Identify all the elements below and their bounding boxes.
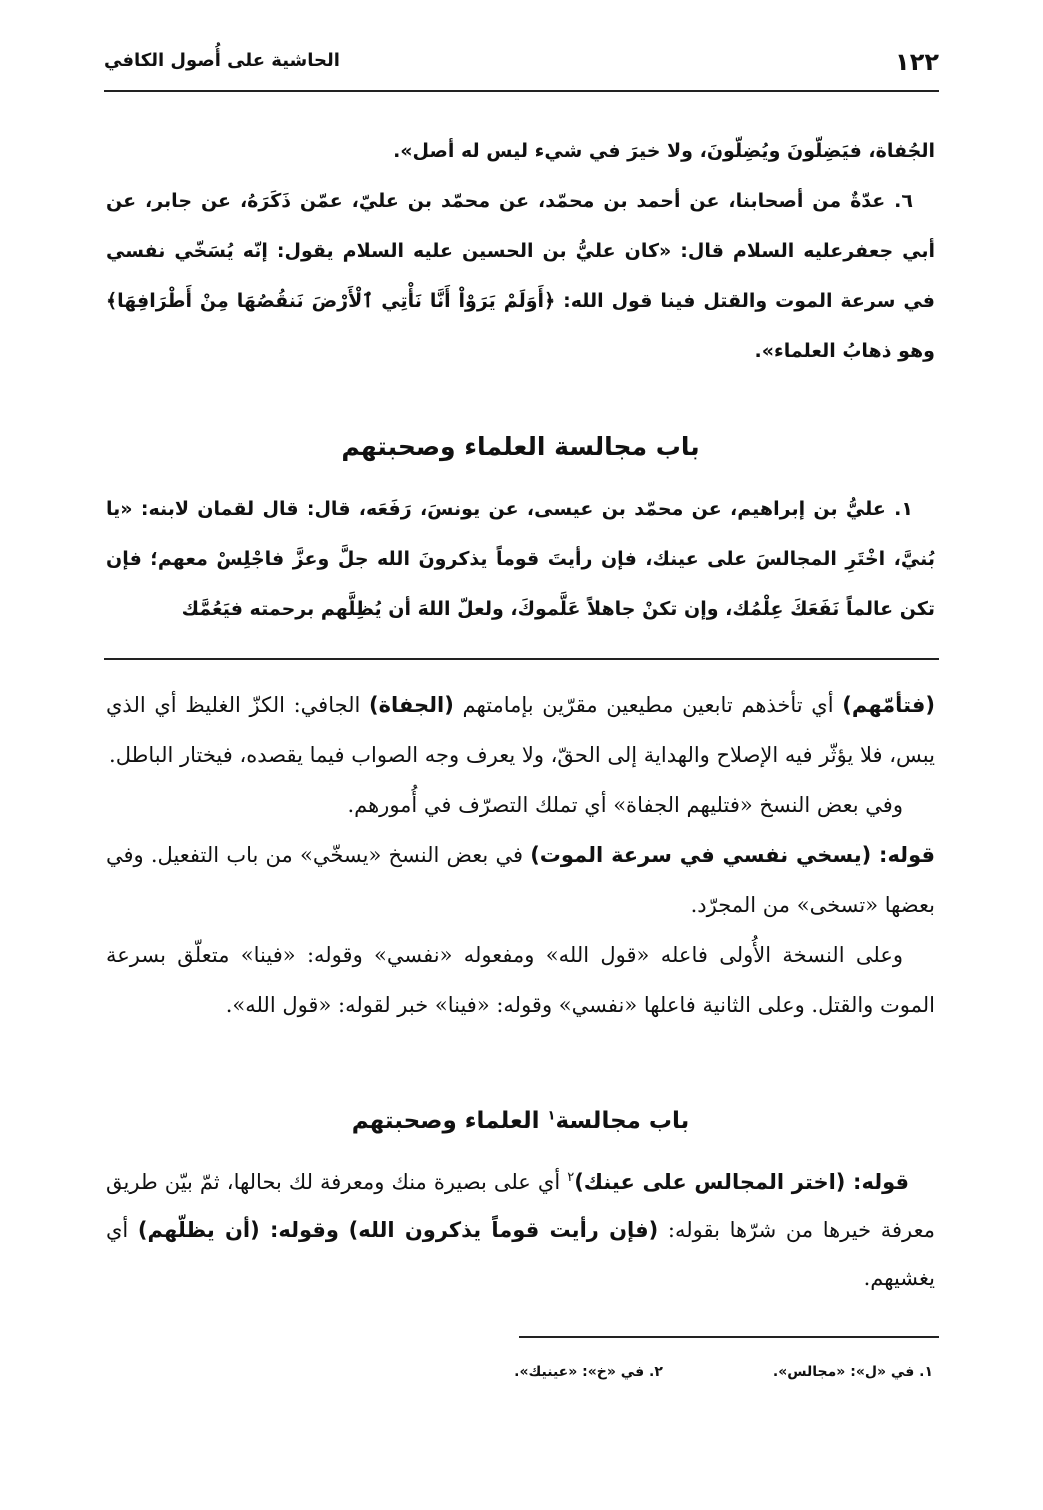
commentary-paragraph (106, 1154, 935, 1302)
footnote-1: ١. في «ل»: «مجالس». (772, 1364, 933, 1380)
page-header (104, 40, 939, 90)
footnote-marker: ١ (547, 1108, 556, 1124)
heading-text: باب مجالسة (555, 1108, 690, 1134)
hadith-1: ١. عليُّ بن إبراهيم، عن محمّد بن عيسى، عن يونسَ، رَفَعَه، قال: قال لقمان لابنه: «يا بُنيَّ، اخْتَرِ المجالسَ على عينك، فإن رأيتَ قوماً يذكرونَ الله جلَّ وعزَّ فاجْلِسْ معهم؛ فإن تكن عالماً نَفَعَكَ عِلْمُك، وإن تكنْ جاهلاً عَلَّموكَ، ولعلّ اللهَ أن يُظِلَّهم برحمته فيَعُمَّك (106, 498, 935, 620)
lemma: قوله: (يسخي نفسي في سرعة الموت) (530, 843, 935, 867)
text-commentary-divider (104, 658, 939, 660)
commentary-paragraph (106, 830, 935, 930)
section-heading: باب مجالسة العلماء وصحبتهم (341, 432, 700, 461)
lemma: (فإن رأيت قوماً يذكرون الله) (348, 1218, 659, 1242)
lemma: (الجفاة) (369, 693, 454, 717)
page-number: ١٢٢ (895, 48, 939, 76)
commentary-paragraph: وفي بعض النسخ «فتليهم الجفاة» أي تملك التصرّف في أُمورهم. (347, 793, 903, 817)
footnote-2: ٢. في «خ»: «عينيك». (514, 1364, 663, 1380)
commentary-block-2 (106, 1154, 935, 1302)
commentary-paragraph (106, 680, 935, 780)
header-rule (104, 90, 939, 92)
lemma: وقوله: (أن يظلّهم) (137, 1218, 339, 1242)
commentary-text: في بعض النسخ «يسخّي» من باب التفعيل. وفي بعضها «تسخى» من المجرّد. (106, 843, 935, 917)
lemma: قوله: (اختر المجالس على عينك) (574, 1170, 909, 1194)
lemma: (فتأمّهم) (842, 693, 935, 717)
commentary-section-heading (106, 1108, 935, 1134)
section-hadith-block (106, 484, 935, 634)
commentary-text: أي يغشيهم. (106, 1218, 935, 1290)
footnote-rule (519, 1336, 939, 1338)
commentary-text: أي على بصيرة منك ومعرفة لك بحالها، ثمّ بيّن طريق معرفة خيرها من شرّها بقوله: (106, 1170, 935, 1242)
commentary-block (106, 680, 935, 1030)
footnotes (300, 1364, 933, 1380)
heading-text: العلماء وصحبتهم (351, 1108, 548, 1134)
commentary-paragraph: وعلى النسخة الأُولى فاعله «قول الله» ومفعوله «نفسي» وقوله: «فينا» متعلّق بسرعة الموت والقتل. وعلى الثانية فاعلها «نفسي» وقوله: «فينا» خبر لقوله: «قول الله». (106, 943, 935, 1017)
commentary-text: الجافي: الكزّ الغليظ أي الذي يبس، فلا يؤثّر فيه الإصلاح والهداية إلى الحقّ، ولا يعرف وجه الصواب فيما يقصده، فيختار الباطل. (106, 693, 935, 767)
hadith-text-block (106, 126, 935, 376)
hadith-6: ٦. عدّةٌ من أصحابنا، عن أحمد بن محمّد، عن محمّد بن عليّ، عمّن ذَكَرَهُ، عن جابر، عن أبي جعفرعليه السلام قال: «كان عليُّ بن الحسين عليه السلام يقول: إنّه يُسَخّي نفسي في سرعة الموت والقتل فينا قول الله: ﴿أَوَلَمْ يَرَوْاْ أَنَّا نَأْتِي ٱلْأَرْضَ نَنقُصُهَا مِنْ أَطْرَافِهَا﴾ وهو ذهابُ العلماء». (106, 190, 935, 362)
footnote-marker: ٢ (567, 1170, 575, 1185)
running-title: الحاشية على أُصول الكافي (104, 50, 340, 71)
commentary-text (339, 1218, 349, 1242)
hadith-continuation: الجُفاة، فيَضِلّونَ ويُضِلّونَ، ولا خيرَ في شيء ليس له أصل». (393, 140, 935, 162)
commentary-text: أي تأخذهم تابعين مطيعين مقرّين بإمامتهم (453, 693, 843, 717)
